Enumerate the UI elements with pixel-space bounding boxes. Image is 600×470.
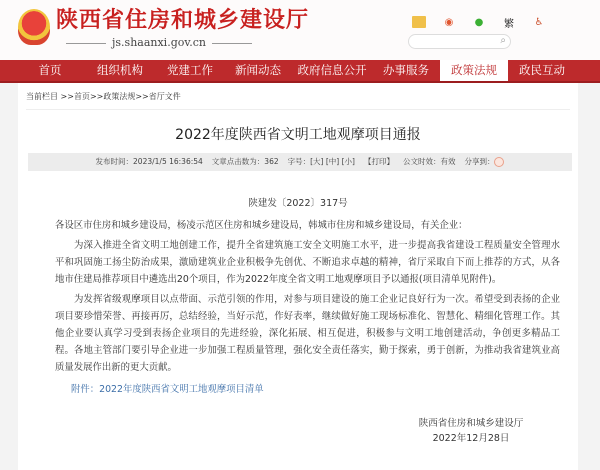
main-nav [0, 60, 600, 83]
breadcrumb[interactable]: 当前栏目 >>首页>>政策法规>>省厅文件 [26, 92, 181, 101]
site-header [0, 0, 600, 60]
nav-services[interactable]: 办事服务 [383, 63, 429, 77]
font-size-controls[interactable]: 字号：[大] [中] [小] [287, 157, 355, 166]
site-url: js.shaanxi.gov.cn [60, 36, 255, 49]
sign-date: 2022年12月28日 [432, 433, 510, 444]
nav-news[interactable]: 新闻动态 [235, 63, 281, 77]
header-tools [412, 16, 546, 28]
paragraph: 为发挥省级观摩项目以点带面、示范引领的作用，对参与项目建设的施工企业记良好行为一次。希望受到表扬的企业项目要珍惜荣誉、再接再厉，总结经验，当好示范，作好表率，继续做好施工现场标准化、智慧化、精细化管理工作。其他企业要认真学习受到表扬企业项目的先进经验，深化拓展、相互促进，积极参与文明工地创建活动，争创更多精品工程。各地主管部门要引导企业进一步加强工程质量管理，强化安全责任落实，勤于探索，勇于创新，为推动我省建筑业高质量发展作出新的更大贡献。 [55, 294, 560, 373]
accessibility-icon[interactable]: ♿ [534, 16, 544, 28]
nav-gov-info[interactable]: 政府信息公开 [297, 63, 367, 77]
validity: 公文时效：有效 [402, 157, 456, 166]
article-meta-bar [28, 153, 572, 171]
divider [26, 109, 570, 110]
search-input[interactable] [408, 34, 511, 49]
page-title: 2022年度陕西省文明工地观摩项目通报 [175, 127, 421, 143]
print-button[interactable]: 【打印】 [363, 157, 394, 166]
click-count: 文章点击数为：362 [211, 157, 279, 166]
publish-time: 发布时间：2023/1/5 16:36:54 [95, 157, 203, 166]
search-icon[interactable]: ⌕ [500, 35, 506, 46]
paragraph: 各设区市住房和城乡建设局，杨凌示范区住房和城乡建设局，韩城市住房和城乡建设局，有关企业： [55, 220, 468, 231]
share-label: 分享到： [464, 157, 495, 166]
attachment-link[interactable]: 附件：2022年度陕西省文明工地观摩项目清单 [71, 384, 264, 395]
mail-icon[interactable] [412, 16, 426, 28]
site-name[interactable]: 陕西省住房和城乡建设厅 [56, 7, 310, 33]
weibo-share-icon[interactable] [494, 157, 504, 167]
article-body [55, 217, 560, 446]
content-panel [18, 83, 578, 470]
signature-block [416, 416, 526, 446]
paragraph: 为深入推进全省文明工地创建工作，提升全省建筑施工安全文明施工水平，进一步提高我省建设工程质量安全管理水平和巩固施工扬尘防治成果，激励建筑业企业积极争先创优、不断追求卓越的精神，省厅采取自下而上推荐的方式，从各地市住建局推荐项目中遴选出20个项目，作为2022年度全省文明工地观摩项目予以通报(项目清单见附件)。 [55, 240, 560, 285]
wechat-icon[interactable]: ● [474, 16, 484, 28]
signature: 陕西省住房和城乡建设厅 [418, 418, 524, 429]
national-emblem-icon [18, 9, 50, 45]
traditional-chinese-toggle[interactable]: 繁 [504, 18, 514, 30]
nav-home[interactable]: 首页 [38, 63, 62, 77]
nav-interaction[interactable]: 政民互动 [519, 63, 565, 77]
nav-organization[interactable]: 组织机构 [97, 63, 143, 77]
weibo-icon[interactable]: ◉ [444, 16, 454, 28]
nav-policy[interactable]: 政策法规 [440, 60, 508, 81]
nav-party[interactable]: 党建工作 [167, 63, 213, 77]
document-number: 陕建发〔2022〕317号 [248, 198, 348, 209]
